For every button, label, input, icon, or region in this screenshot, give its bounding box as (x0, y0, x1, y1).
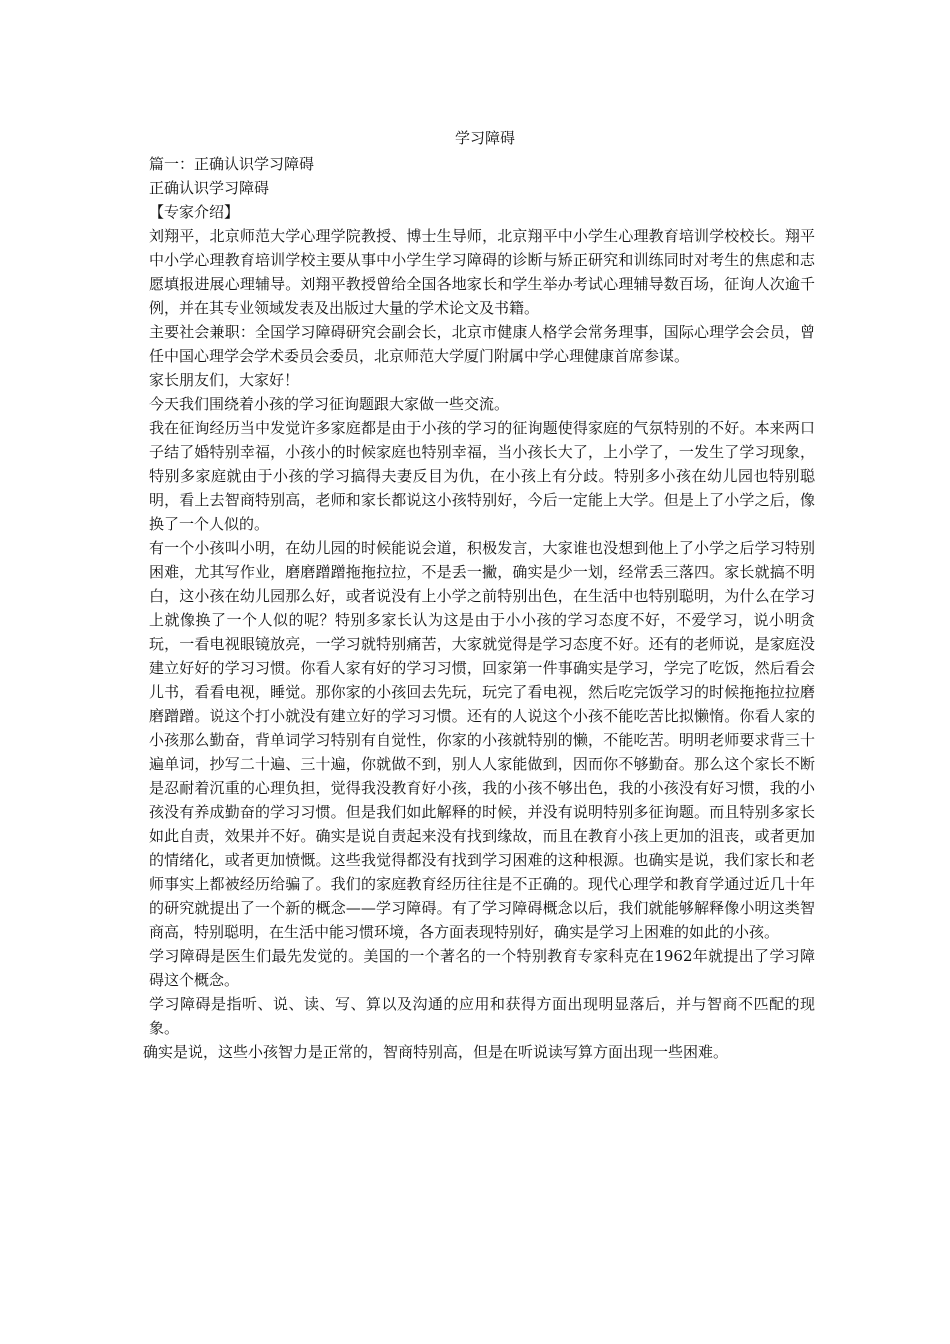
paragraph: 学习障碍是指听、说、读、写、算以及沟通的应用和获得方面出现明显落后，并与智商不匹配的现象。 (149, 995, 815, 1037)
paragraph: 学习障碍是医生们最先发觉的。美国的一个著名的一个特别教育专家科克在1962年就提出了学习障碍这个概念。 (149, 947, 815, 989)
paragraph: 主要社会兼职：全国学习障碍研究会副会长，北京市健康人格学会常务理事，国际心理学会会员，曾任中国心理学会学术委员会委员，北京师范大学厦门附属中学心理健康首席参谋。 (149, 323, 815, 365)
paragraph: 家长朋友们，大家好！ (149, 371, 300, 389)
paragraph: 有一个小孩叫小明，在幼儿园的时候能说会道，积极发言，大家谁也没想到他上了小学之后学习特别困难，尤其写作业，磨磨蹭蹭拖拖拉拉，不是丢一撇，确实是少一划，经常丢三落四。家长就搞不明白，这小孩在幼儿园那么好，或者说没有上小学之前特别出色，在生活中也特别聪明，为什么在学习上就像换了一个人似的呢？特别多家长认为这是由于小小孩的学习态度不好，不爱学习，说小明贪玩，一看电视眼镜放亮，一学习就特别痛苦，大家就觉得是学习态度不好。还有的老师说，是家庭没建立好好的学习习惯。你看人家有好的学习习惯，回家第一件事确实是学习，学完了吃饭，然后看会儿书，看看电视，睡觉。那你家的小孩回去先玩，玩完了看电视，然后吃完饭学习的时候拖拖拉拉磨磨蹭蹭。说这个打小就没有建立好的学习习惯。还有的人说这个小孩不能吃苦比拟懒惰。你看人家的小孩那么勤奋，背单词学习特别有自觉性，你家的小孩就特别的懒，不能吃苦。明明老师要求背三十遍单词，抄写二十遍、三十遍，你就做不到，别人人家能做到，因而你不够勤奋。那么这个家长不断是忍耐着沉重的心理负担，觉得我没教育好小孩，我的小孩不够出色，我的小孩没有好习惯，我的小孩没有养成勤奋的学习习惯。但是我们如此解释的时候，并没有说明特别多征询题。而且特别多家长如此自责，效果并不好。确实是说自责起来没有找到缘故，而且在教育小孩上更加的沮丧，或者更加的情绪化，或者更加愤慨。这些我觉得都没有找到学习困难的这种根源。也确实是说，我们家长和老师事实上都被经历给骗了。我们的家庭教育经历往往是不正确的。现代心理学和教育学通过近几十年的研究就提出了一个新的概念——学习障碍。有了学习障碍概念以后，我们就能够解释像小明这类智商高，特别聪明，在生活中能习惯环境，各方面表现特别好，确实是学习上困难的如此的小孩。 (149, 539, 815, 941)
paragraph: 确实是说，这些小孩智力是正常的，智商特别高，但是在听说读写算方面出现一些困难。 (143, 1043, 729, 1061)
paragraph: 今天我们围绕着小孩的学习征询题跟大家做一些交流。 (149, 395, 510, 413)
document-page (143, 126, 815, 1064)
paragraph: 我在征询经历当中发觉许多家庭都是由于小孩的学习的征询题使得家庭的气氛特别的不好。本来两口子结了婚特别幸福，小孩小的时候家庭也特别幸福，当小孩长大了，上小学了，一发生了学习现象，特别多家庭就由于小孩的学习搞得夫妻反目为仇，在小孩上有分歧。特别多小孩在幼儿园也特别聪明，看上去智商特别高，老师和家长都说这小孩特别好，今后一定能上大学。但是上了小学之后，像换了一个人似的。 (149, 419, 815, 533)
document-title: 学习障碍 (454, 129, 515, 147)
paragraph: 刘翔平，北京师范大学心理学院教授、博士生导师，北京翔平中小学生心理教育培训学校校长。翔平中小学心理教育培训学校主要从事中小学生学习障碍的诊断与矫正研究和训练同时对考生的焦虑和志愿填报进展心理辅导。刘翔平教授曾给全国各地家长和学生举办考试心理辅导数百场，征询人次逾千例，并在其专业领域发表及出版过大量的学术论文及书籍。 (149, 227, 815, 317)
article-title: 正确认识学习障碍 (149, 179, 270, 197)
section-heading: 篇一：正确认识学习障碍 (149, 155, 315, 173)
expert-intro-heading: 【专家介绍】 (149, 203, 240, 221)
